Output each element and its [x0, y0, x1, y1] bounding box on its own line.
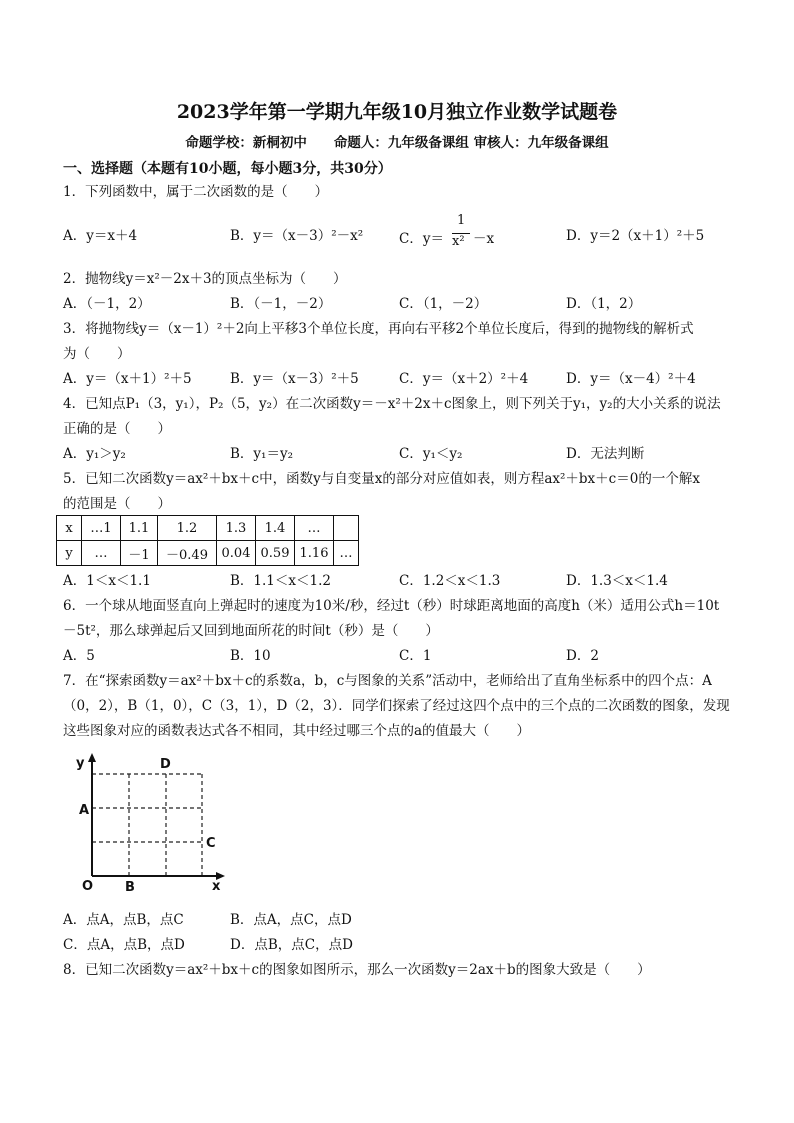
q1-option-a: A．y＝x＋4	[63, 228, 138, 244]
q2-option-b: B．（－1，－2）	[230, 296, 332, 312]
q2-option-d: D．（1，2）	[566, 296, 642, 312]
table-cell: …	[295, 516, 334, 541]
q1-option-b: B．y＝（x－3）²－x²	[230, 228, 364, 244]
table-cell: 1.1	[121, 516, 158, 541]
q5-option-b: B．1.1＜x＜1.2	[230, 573, 331, 589]
q7-option-d: D．点B，点C，点D	[230, 937, 353, 953]
q4-option-c: C．y₁＜y₂	[399, 446, 463, 462]
q6-option-c: C．1	[399, 648, 432, 664]
page-title: 2023学年第一学期九年级10月独立作业数学试题卷	[176, 101, 618, 123]
question-7-stem-line1: 7．在“探索函数y＝ax²＋bx＋c的系数a，b，c与图象的关系”活动中，老师给出了直角坐标系中的四个点：A	[63, 673, 712, 689]
table-row-y	[57, 541, 359, 566]
q7-option-c: C．点A，点B，点D	[63, 937, 185, 953]
q3-option-a: A．y＝（x＋1）²＋5	[63, 371, 192, 387]
table-cell: …	[82, 541, 121, 566]
origin-label: O	[82, 879, 94, 894]
q3-option-d: D．y＝（x－4）²＋4	[566, 371, 696, 387]
q5-option-c: C．1.2＜x＜1.3	[399, 573, 501, 589]
grid-lines	[92, 774, 202, 876]
y-axis-arrow-icon	[88, 753, 96, 762]
question-6-stem-line1: 6．一个球从地面竖直向上弹起时的速度为10米/秒，经过t（秒）时球距离地面的高度h（米）适用公式h＝10t	[63, 598, 720, 614]
x-axis-label: x	[212, 879, 221, 894]
q4-option-a: A．y₁＞y₂	[63, 446, 126, 462]
table-cell: 0.04	[217, 541, 256, 566]
q1-option-c-denominator: x²	[452, 234, 465, 249]
q3-option-c: C．y＝（x＋2）²＋4	[399, 371, 529, 387]
q4-option-b: B．y₁＝y₂	[230, 446, 293, 462]
table-cell: 1.4	[256, 516, 295, 541]
q6-option-b: B．10	[230, 648, 271, 664]
question-3-stem-line1: 3．将抛物线y＝（x－1）²＋2向上平移3个单位长度，再向右平移2个单位长度后，得到的抛物线的解析式	[63, 321, 694, 337]
table-cell: 1.3	[217, 516, 256, 541]
q7-option-a: A．点A，点B，点C	[63, 912, 184, 928]
exam-info: 命题学校：新桐初中 命题人：九年级备课组 审核人：九年级备课组	[185, 135, 609, 151]
q3-option-b: B．y＝（x－3）²＋5	[230, 371, 359, 387]
table-row-x	[57, 516, 359, 541]
question-8-stem: 8．已知二次函数y＝ax²＋bx＋c的图象如图所示，那么一次函数y＝2ax＋b的图象大致是（ ）	[63, 962, 651, 978]
q2-option-c: C．（1，－2）	[399, 296, 488, 312]
question-7-stem-line3: 这些图象对应的函数表达式各不相同，其中经过哪三个点的a的值最大（ ）	[63, 723, 531, 739]
question-5-stem-line2: 的范围是（ ）	[63, 496, 171, 512]
table-cell: －0.49	[158, 541, 217, 566]
point-d-label: D	[160, 757, 171, 772]
q4-option-d: D．无法判断	[566, 446, 645, 462]
q7-option-b: B．点A，点C，点D	[230, 912, 352, 928]
table-cell: 1.2	[158, 516, 217, 541]
q2-option-a: A．（－1，2）	[63, 296, 151, 312]
question-5-stem-line1: 5．已知二次函数y＝ax²＋bx＋c中，函数y与自变量x的部分对应值如表，则方程ax²＋bx＋c＝0的一个解x	[63, 471, 700, 487]
table-cell: －1	[121, 541, 158, 566]
question-7-stem-line2: （0，2），B（1，0），C（3，1），D（2，3）．同学们探索了经过这四个点中的三个点的二次函数的图象，发现	[63, 698, 730, 714]
table-cell	[334, 516, 359, 541]
value-table	[56, 515, 359, 566]
point-c-label: C	[206, 836, 216, 851]
question-4-stem-line2: 正确的是（ ）	[63, 421, 171, 437]
coordinate-grid-figure	[72, 750, 232, 895]
q5-option-d: D．1.3＜x＜1.4	[566, 573, 668, 589]
y-axis-label: y	[76, 756, 85, 771]
q6-option-a: A．5	[63, 648, 95, 664]
question-1-stem: 1．下列函数中，属于二次函数的是（ ）	[63, 184, 329, 200]
section-heading: 一、选择题（本题有10小题，每小题3分，共30分）	[63, 161, 392, 177]
table-cell: 1.16	[295, 541, 334, 566]
q1-option-c-suffix: －x	[473, 231, 495, 247]
table-cell: y	[57, 541, 82, 566]
point-b-label: B	[125, 880, 135, 895]
table-cell: …	[334, 541, 359, 566]
question-2-stem: 2．抛物线y＝x²－2x＋3的顶点坐标为（ ）	[63, 271, 347, 287]
question-3-stem-line2: 为（ ）	[63, 346, 131, 362]
point-a-label: A	[79, 803, 90, 818]
table-cell: …1	[82, 516, 121, 541]
q1-option-c-prefix: C．y＝	[399, 231, 444, 247]
question-4-stem-line1: 4．已知点P₁（3，y₁），P₂（5，y₂）在二次函数y＝－x²＋2x＋c图象上，则下列关于y₁，y₂的大小关系的说法	[63, 396, 721, 412]
q6-option-d: D．2	[566, 648, 599, 664]
q5-option-a: A．1＜x＜1.1	[63, 573, 151, 589]
table-cell: x	[57, 516, 82, 541]
q1-option-d: D．y＝2（x＋1）²＋5	[566, 228, 705, 244]
q1-option-c-numerator: 1	[457, 213, 466, 228]
table-cell: 0.59	[256, 541, 295, 566]
question-6-stem-line2: －5t²，那么球弹起后又回到地面所花的时间t（秒）是（ ）	[63, 623, 439, 639]
